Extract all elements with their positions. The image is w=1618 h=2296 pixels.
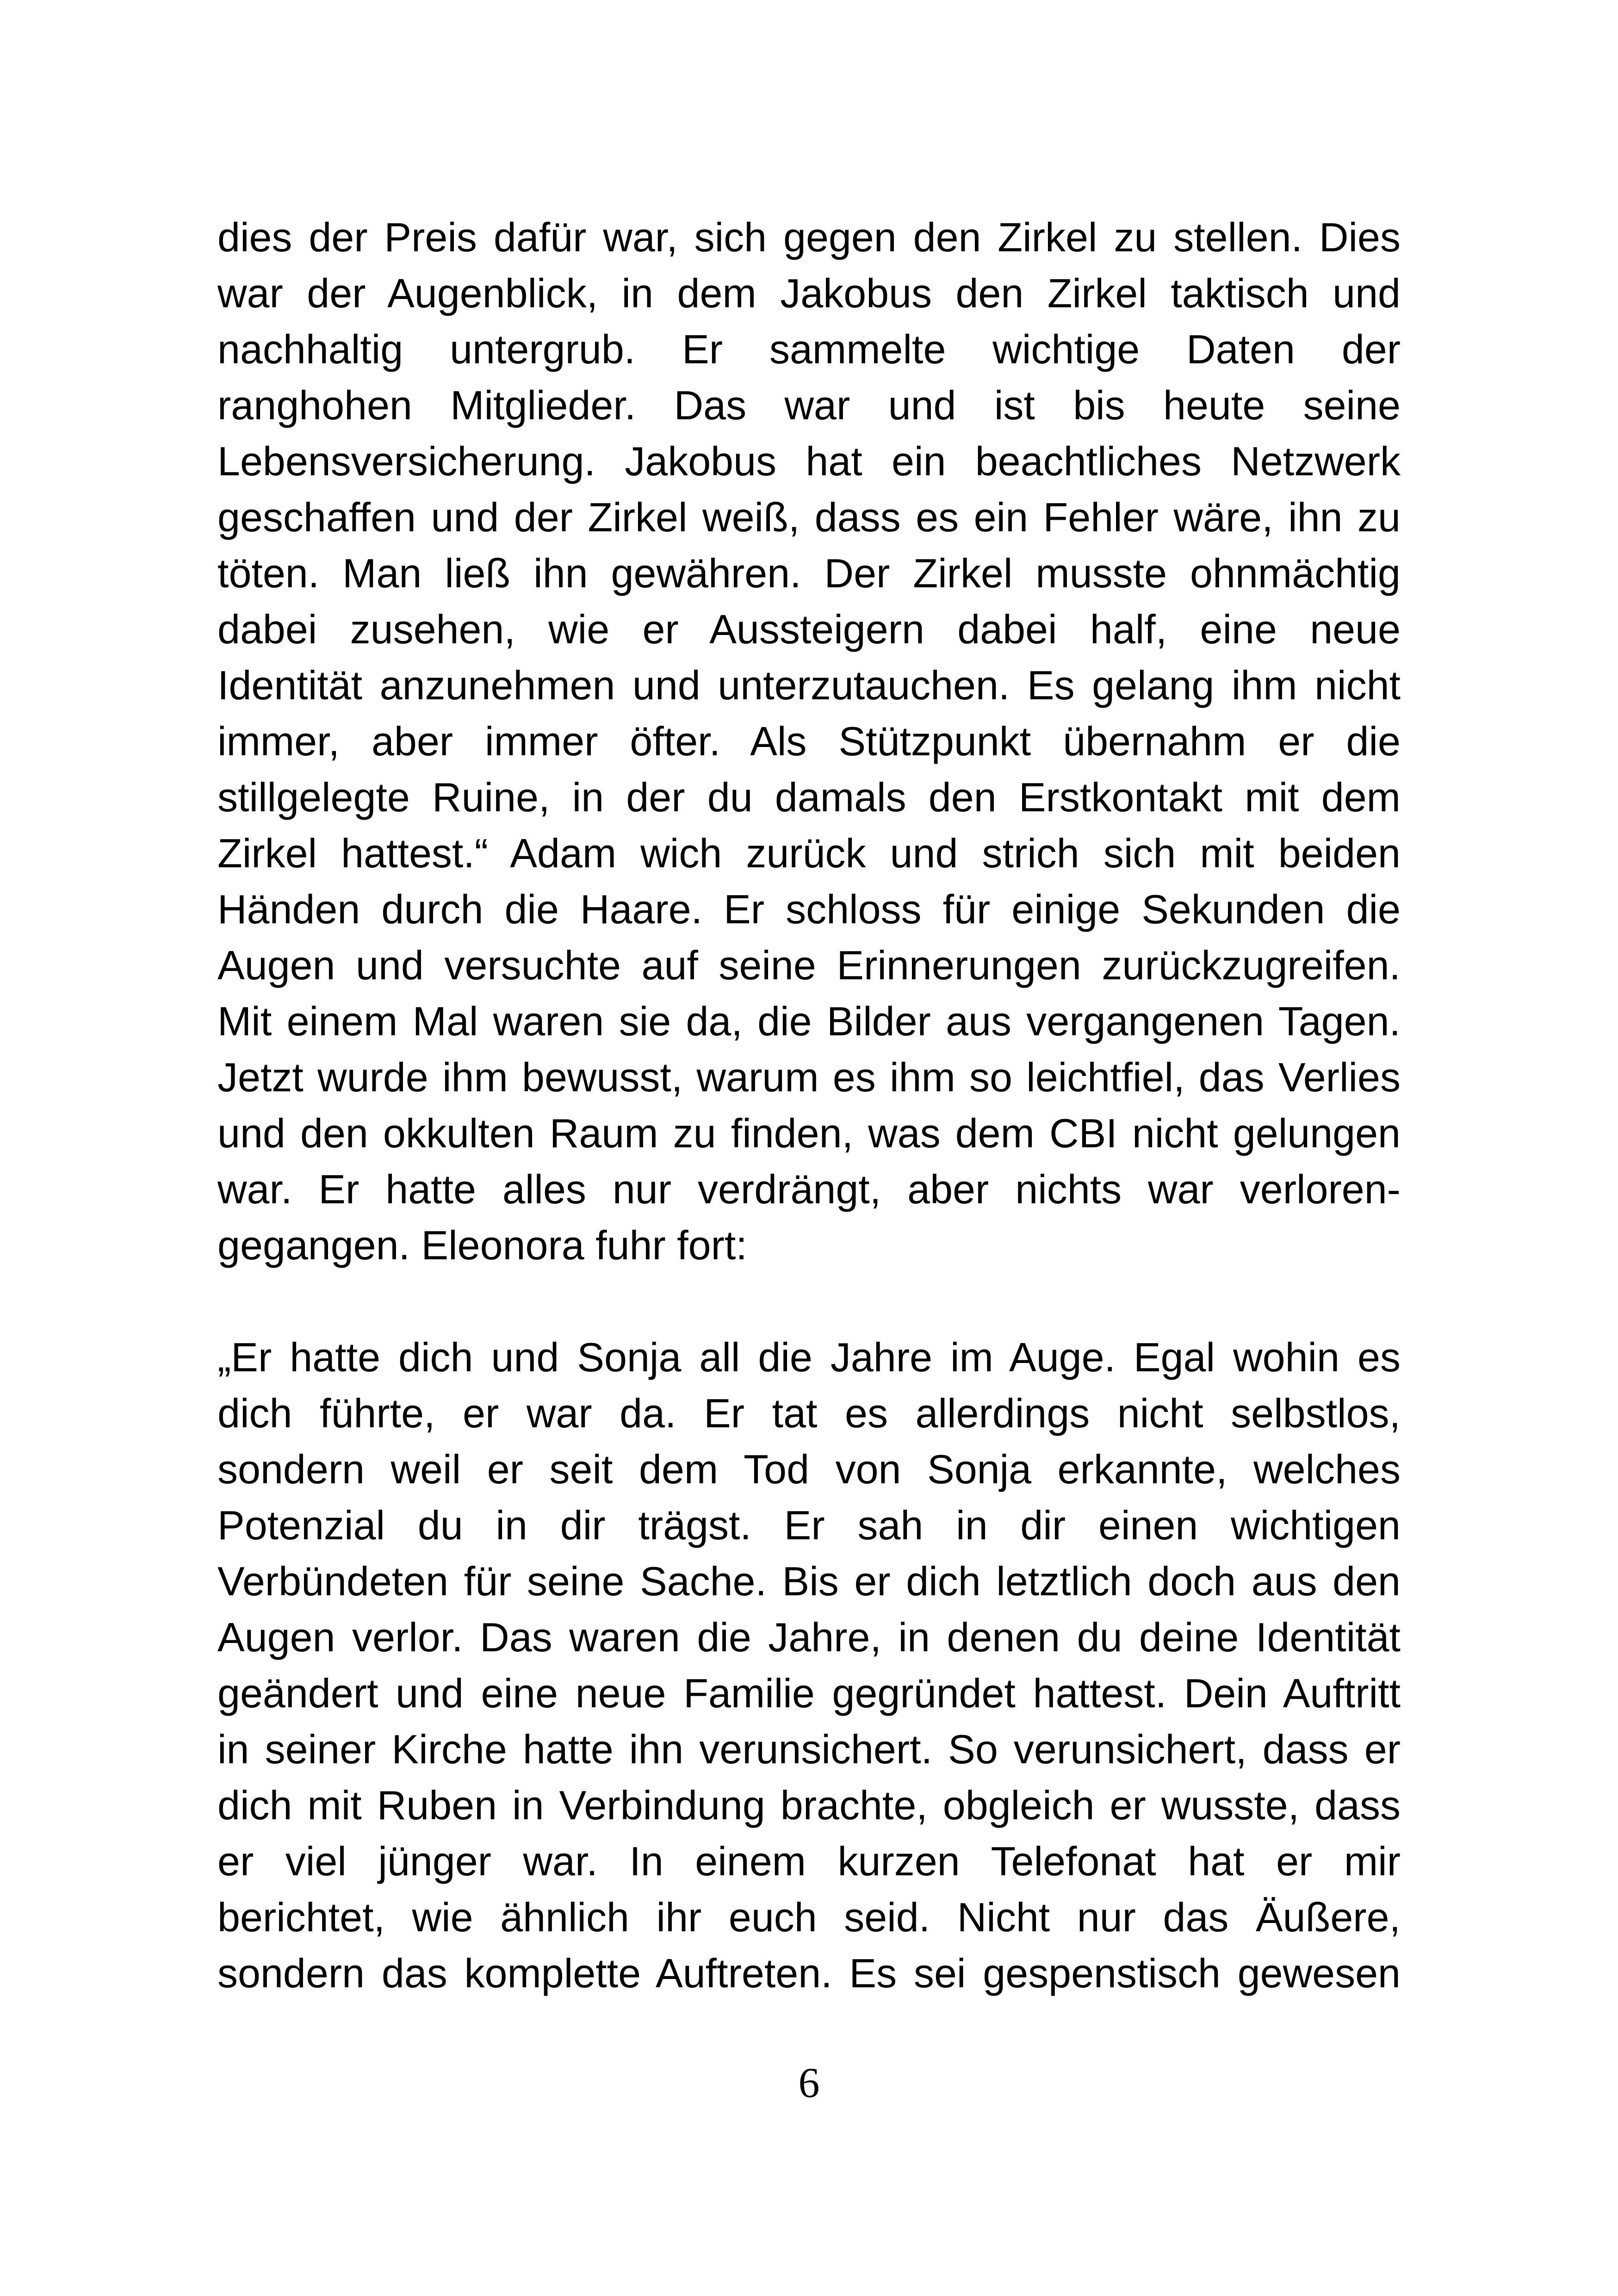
text-line: Verbündeten für seine Sache. Bis er dich letztlich doch aus den (217, 1558, 1401, 1604)
text-line: berichtet, wie ähnlich ihr euch seid. Nicht nur das Äußere, (217, 1894, 1401, 1940)
text-line: „Er hatte dich und Sonja all die Jahre im Auge. Egal wohin es (217, 1334, 1401, 1380)
text-line: Händen durch die Haare. Er schloss für einige Sekunden die (217, 886, 1401, 932)
text-line: immer, aber immer öfter. Als Stützpunkt übernahm er die (217, 718, 1401, 764)
text-line: Zirkel hattest.“ Adam wich zurück und strich sich mit beiden (217, 830, 1401, 876)
text-line: und den okkulten Raum zu finden, was dem CBI nicht gelungen (217, 1110, 1401, 1156)
page-number: 6 (798, 2059, 820, 2106)
text-line: war. Er hatte alles nur verdrängt, aber nichts war verloren- (217, 1166, 1401, 1212)
text-line: gegangen. Eleonora fuhr fort: (217, 1222, 747, 1268)
text-line: Lebensversicherung. Jakobus hat ein beachtliches Netzwerk (217, 438, 1401, 484)
paragraph-gap (217, 1273, 1401, 1329)
text-line: dich führte, er war da. Er tat es allerdings nicht selbstlos, (217, 1390, 1401, 1436)
text-line: Potenzial du in dir trägst. Er sah in dir einen wichtigen (217, 1502, 1401, 1548)
text-line: ranghohen Mitglieder. Das war und ist bis heute seine (217, 382, 1401, 428)
text-line: dich mit Ruben in Verbindung brachte, obgleich er wusste, dass (217, 1782, 1401, 1828)
text-line: Augen und versuchte auf seine Erinnerungen zurückzugreifen. (217, 942, 1401, 988)
text-line: sondern weil er seit dem Tod von Sonja erkannte, welches (217, 1446, 1401, 1492)
text-line: geändert und eine neue Familie gegründet hattest. Dein Auftritt (217, 1670, 1401, 1716)
text-line: sondern das komplette Auftreten. Es sei gespenstisch gewesen (217, 1950, 1401, 1996)
body-text (217, 209, 1401, 2001)
text-line: Jetzt wurde ihm bewusst, warum es ihm so leichtfiel, das Verlies (217, 1054, 1401, 1100)
text-line: Identität anzunehmen und unterzutauchen. Es gelang ihm nicht (217, 662, 1401, 708)
text-line: Mit einem Mal waren sie da, die Bilder aus vergangenen Tagen. (217, 998, 1401, 1044)
text-line: geschaffen und der Zirkel weiß, dass es ein Fehler wäre, ihn zu (217, 494, 1401, 540)
text-line: dabei zusehen, wie er Aussteigern dabei half, eine neue (217, 606, 1401, 652)
text-line: er viel jünger war. In einem kurzen Telefonat hat er mir (217, 1838, 1401, 1884)
text-line: stillgelegte Ruine, in der du damals den Erstkontakt mit dem (217, 774, 1401, 820)
text-line: töten. Man ließ ihn gewähren. Der Zirkel musste ohnmächtig (217, 550, 1401, 596)
text-line: Augen verlor. Das waren die Jahre, in denen du deine Identität (217, 1614, 1401, 1660)
text-line: nachhaltig untergrub. Er sammelte wichtige Daten der (217, 326, 1401, 372)
text-line: war der Augenblick, in dem Jakobus den Zirkel taktisch und (217, 270, 1401, 316)
text-line: dies der Preis dafür war, sich gegen den Zirkel zu stellen. Dies (217, 214, 1401, 260)
text-line: in seiner Kirche hatte ihn verunsichert. So verunsichert, dass er (217, 1726, 1401, 1772)
